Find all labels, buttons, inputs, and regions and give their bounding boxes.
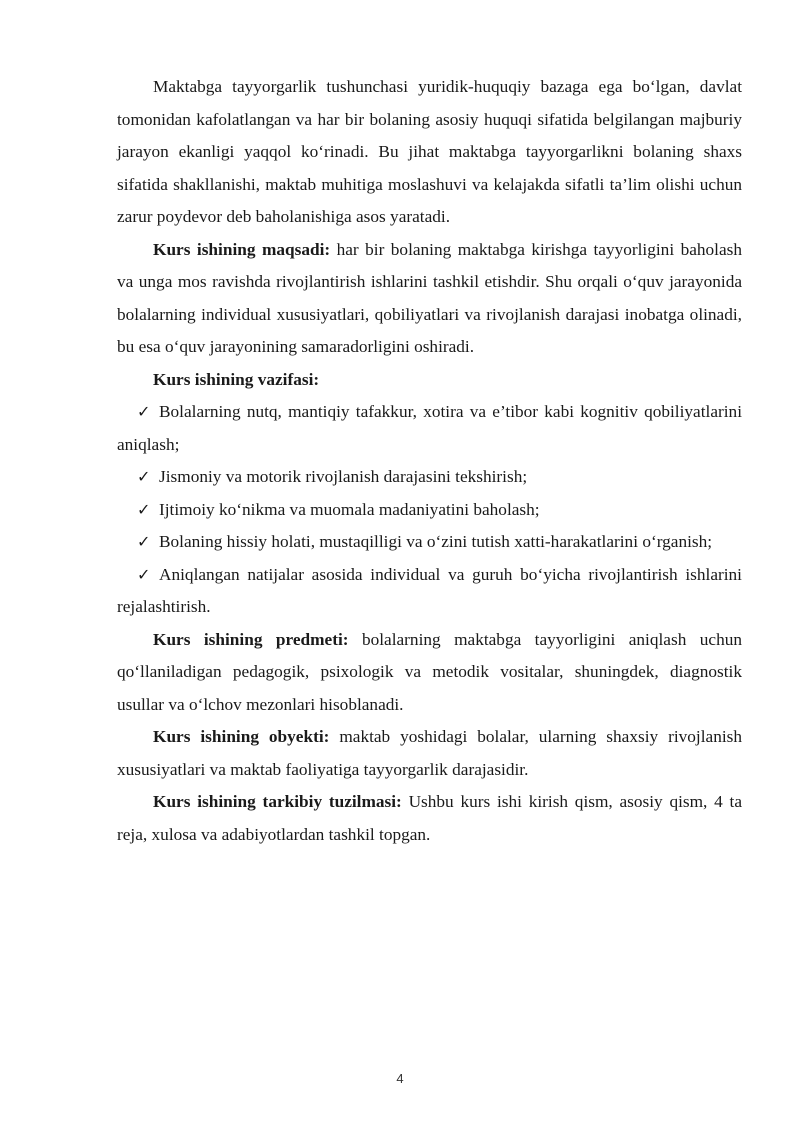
tasks-list bbox=[117, 396, 742, 624]
list-item bbox=[117, 526, 742, 559]
list-item bbox=[117, 494, 742, 527]
subject-text: bolalarning maktabga tayyorligini aniqlash uchun qo‘llaniladigan pedagogik, psixologik va metodik vositalar, shuningdek, diagnostik usullar va o‘lchov mezonlari hisoblanadi. bbox=[117, 629, 742, 714]
tasks-heading: Kurs ishining vazifasi: bbox=[153, 369, 320, 389]
goal-label: Kurs ishining maqsadi: bbox=[153, 239, 331, 259]
subject-paragraph bbox=[117, 624, 742, 722]
check-mark-icon: ✓ bbox=[137, 532, 151, 551]
check-mark-icon: ✓ bbox=[137, 467, 151, 486]
structure-paragraph bbox=[117, 786, 742, 851]
intro-paragraph: Maktabga tayyorgarlik tushunchasi yuridik-huquqiy bazaga ega bo‘lgan, davlat tomonidan kafolatlangan va har bir bolaning asosiy huquqi sifatida belgilangan majburiy jarayon ekanligi yaqqol ko‘rinadi. Bu jihat maktabga tayyorgarlikni bolaning shaxs sifatida shakllanishi, maktab muhitiga moslashuvi va kelajakda sifatli ta’lim olishi uchun zarur poydevor deb baholanishiga asos yaratadi. bbox=[117, 77, 742, 226]
subject-label: Kurs ishining predmeti: bbox=[153, 629, 349, 649]
structure-label: Kurs ishining tarkibiy tuzilmasi: bbox=[153, 792, 402, 811]
task-text: Aniqlangan natijalar asosida individual va guruh bo‘yicha rivojlantirish ishlarini rejalashtirish. bbox=[117, 564, 742, 616]
check-mark-icon: ✓ bbox=[137, 499, 151, 519]
object-text: maktab yoshidagi bolalar, ularning shaxsiy rivojlanish xususiyatlari va maktab faoliyatiga tayyorgarlik darajasidir. bbox=[117, 727, 742, 779]
goal-text: har bir bolaning maktabga kirishga tayyorligini baholash va unga mos ravishda rivojlantirish ishlarini tashkil etishdir. Shu orqali o‘quv jarayonida bolalarning individual xususiyatlari, qobiliyatlari va rivojlanish darajasi inobatga olinadi, bu esa o‘quv jarayonining samaradorligini oshiradi. bbox=[117, 239, 742, 356]
page-body bbox=[117, 71, 742, 851]
object-label: Kurs ishining obyekti: bbox=[153, 727, 330, 746]
task-text: Bolalarning nutq, mantiqiy tafakkur, xotira va e’tibor kabi kognitiv qobiliyatlarini aniqlash; bbox=[117, 402, 742, 454]
check-mark-icon: ✓ bbox=[137, 564, 151, 584]
list-item bbox=[117, 396, 742, 461]
page-number: 4 bbox=[396, 1071, 404, 1086]
task-text: Bolaning hissiy holati, mustaqilligi va o‘zini tutish xatti-harakatlarini o‘rganish; bbox=[159, 532, 713, 551]
object-paragraph bbox=[117, 721, 742, 786]
list-item bbox=[117, 559, 742, 624]
task-text: Ijtimoiy ko‘nikma va muomala madaniyatini baholash; bbox=[159, 499, 540, 519]
task-text: Jismoniy va motorik rivojlanish darajasini tekshirish; bbox=[159, 467, 528, 486]
list-item bbox=[117, 461, 742, 494]
check-mark-icon: ✓ bbox=[137, 402, 151, 421]
goal-paragraph bbox=[117, 234, 742, 364]
structure-text: Ushbu kurs ishi kirish qism, asosiy qism, 4 ta reja, xulosa va adabiyotlardan tashkil topgan. bbox=[117, 792, 743, 844]
